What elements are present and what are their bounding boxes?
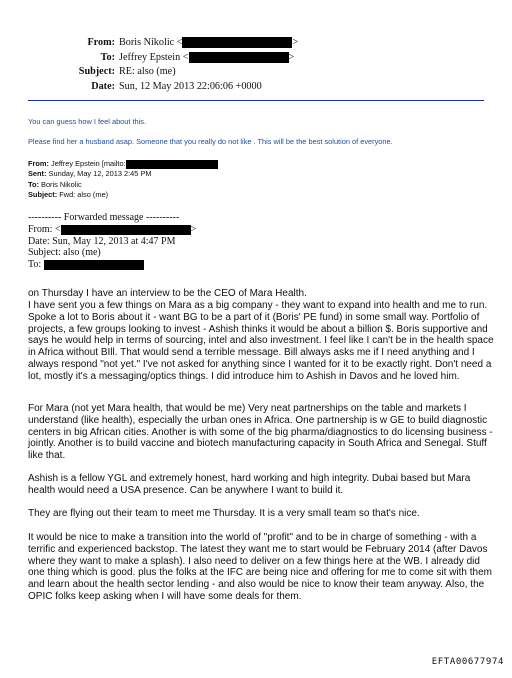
header-to-value (119, 51, 294, 66)
redaction-bar (61, 225, 191, 235)
header-to-name: Jeffrey Epstein < (119, 51, 189, 63)
fwd-msg-date: Date: Sun, May 12, 2013 at 4:47 PM (28, 235, 176, 247)
header-from-label: From: (87, 37, 115, 48)
header-subject-value: RE: also (me) (119, 66, 176, 78)
redaction-bar (126, 160, 218, 169)
fwd-msg-to-label: To: (28, 259, 42, 271)
header-divider (28, 100, 484, 101)
header-date-value: Sun, 12 May 2013 22:06:06 +0000 (119, 81, 262, 93)
fwd-from-value: Jeffrey Epstein [mailto: (51, 159, 126, 168)
fwd-subject-row (28, 190, 218, 200)
header-to-label: To: (100, 51, 115, 63)
fwd-subject-label: Subject: (28, 190, 58, 200)
header-subject-row (0, 65, 512, 80)
fwd-msg-subject: Subject: also (me) (28, 247, 101, 259)
fwd-from-row (28, 159, 218, 169)
body-text: It would be nice to make a transition into the world of "profit" and to be in charge of something - with a terrific and experienced backstop. The latest they want me to start would be February 2014 (after Davos where they want to make a splash). I also need to deliver on a few things here at the WB. I already did one thing which is good. plus the folks at the IFC are being nice and offering for me to come sit with them and learn about the health sector lending - and also would be nice to know their team anyway. Also, the OPIC folks keep asking when I will have some deals for them. (28, 532, 492, 602)
fwd-sent-row (28, 169, 218, 179)
body-paragraph-4 (28, 473, 494, 497)
fwd-to-value: Boris Nikolic (41, 179, 82, 189)
header-from-row (0, 36, 512, 51)
fwd-msg-from-label: From: < (28, 223, 61, 235)
fwd-subject-value: Fwd: also (me) (59, 190, 109, 200)
body-paragraph-3 (28, 403, 494, 462)
header-subject-label: Subject: (78, 66, 115, 78)
fwd-divider: ---------- Forwarded message ---------- (28, 212, 180, 223)
body-text: For Mara (not yet Mara health, that would be me) Very neat partnerships on the table and markets I understand (like health), especially the urban ones in Africa. One partnership is w GE to build diagnostic centers in big African cities. Another is with some of the big pharma/diagnostics to do licensing business - jointly. Another is to build vaccine and biotech manufacturing capacity in South Africa and Senegal. Stuff like that. (28, 403, 493, 462)
fwd-msg-from (28, 224, 196, 236)
reply-line-1: You can guess how I feel about this. (28, 117, 147, 126)
fwd-sent-value: Sunday, May 12, 2013 2:45 PM (48, 169, 152, 179)
fwd-to-label: To: (28, 179, 39, 189)
body-text: on Thursday I have an interview to be the CEO of Mara Health. (28, 288, 307, 299)
fwd-msg-from-close: > (190, 223, 197, 235)
body-paragraph-5 (28, 508, 494, 520)
document-id: EFTA00677974 (431, 657, 504, 667)
header-date-label: Date: (91, 81, 115, 93)
redaction-bar (189, 52, 289, 63)
fwd-sent-label: Sent: (28, 169, 47, 179)
header-to-row (0, 51, 512, 66)
body-paragraph-6 (28, 532, 494, 603)
body-text: I have sent you a few things on Mara as a big company - they want to expand into health and me to run. Spoke a lot to Boris about it - want BG to be a part of it (Boris' PE fund) in some small way. Portfolio of projects, a few groups looking to invest - Ashish thinks it would be about a billion $. Boris supportive and says he would help in terms of sourcing, intel and also investment. I feel like I can't be in the health space in Africa without BIll. That would send a terrible message. Bill always asks me if I need anything and I always respond "not yet." I've not asked for anything since I wanted for it to be exactly right. Don't need a lot, mostly it's a messaging/optics things. I did introduce him to Ashish in Davos and he loved him. (28, 300, 494, 382)
forwarded-message-header (28, 212, 196, 271)
body-paragraph-2 (28, 300, 494, 383)
header-to-close: > (288, 51, 295, 63)
header-from-close: > (292, 37, 299, 48)
body-paragraph-1 (28, 288, 494, 300)
forwarded-header (28, 159, 218, 201)
reply-line-2: Please find her a husband asap. Someone that you really do not like . This will be the best solution of everyone. (28, 137, 393, 146)
header-from-name: Boris Nikolic < (119, 37, 183, 48)
email-header (0, 36, 512, 95)
fwd-to-row (28, 180, 218, 190)
body-text: They are flying out their team to meet me Thursday. It is a very small team so that's nice. (28, 508, 420, 519)
body-text: Ashish is a fellow YGL and extremely honest, hard working and high integrity. Dubai based but Mara health would need a USA presence. Can be anywhere I want to build it. (28, 473, 471, 496)
redaction-bar (182, 37, 292, 48)
redaction-bar (44, 260, 144, 270)
header-date-row (0, 80, 512, 95)
fwd-msg-to (28, 259, 196, 271)
header-from-value (119, 36, 298, 51)
fwd-from-label: From: (28, 159, 49, 168)
